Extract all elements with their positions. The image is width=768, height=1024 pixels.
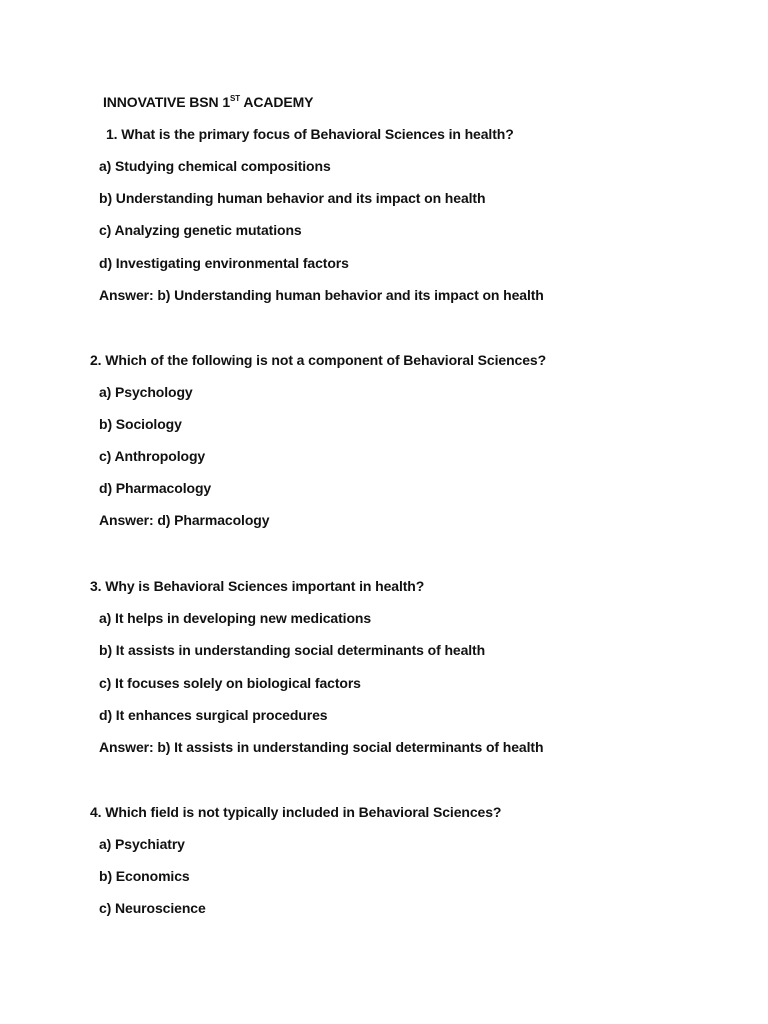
question-2-option-b: b) Sociology (99, 416, 182, 432)
question-3-option-b: b) It assists in understanding social determinants of health (99, 642, 486, 658)
title-text: INNOVATIVE BSN 1 (103, 94, 231, 110)
question-1-option-b: b) Understanding human behavior and its impact on health (99, 190, 486, 206)
question-3-option-d: d) It enhances surgical procedures (99, 707, 328, 723)
question-2-option-c: c) Anthropology (99, 448, 206, 464)
question-2-text: 2. Which of the following is not a component of Behavioral Sciences? (90, 352, 547, 368)
question-4-text: 4. Which field is not typically included in Behavioral Sciences? (90, 804, 502, 820)
question-1-text: 1. What is the primary focus of Behavioral Sciences in health? (106, 126, 514, 142)
question-1-answer: Answer: b) Understanding human behavior and its impact on health (99, 287, 544, 303)
question-4-option-b: b) Economics (99, 868, 190, 884)
question-3-option-a: a) It helps in developing new medications (99, 610, 372, 626)
page-title (103, 94, 313, 110)
title-text-suffix: ACADEMY (240, 94, 314, 110)
question-4-option-a: a) Psychiatry (99, 836, 185, 852)
question-4-option-c: c) Neuroscience (99, 900, 206, 916)
question-1-option-c: c) Analyzing genetic mutations (99, 222, 302, 238)
question-3-option-c: c) It focuses solely on biological factors (99, 675, 361, 691)
title-superscript: ST (230, 94, 241, 103)
question-3-answer: Answer: b) It assists in understanding social determinants of health (99, 739, 544, 755)
question-1-option-d: d) Investigating environmental factors (99, 255, 349, 271)
question-2-option-d: d) Pharmacology (99, 480, 212, 496)
question-2-answer: Answer: d) Pharmacology (99, 512, 270, 528)
question-1-option-a: a) Studying chemical compositions (99, 158, 331, 174)
question-3-text: 3. Why is Behavioral Sciences important in health? (90, 578, 425, 594)
question-2-option-a: a) Psychology (99, 384, 193, 400)
